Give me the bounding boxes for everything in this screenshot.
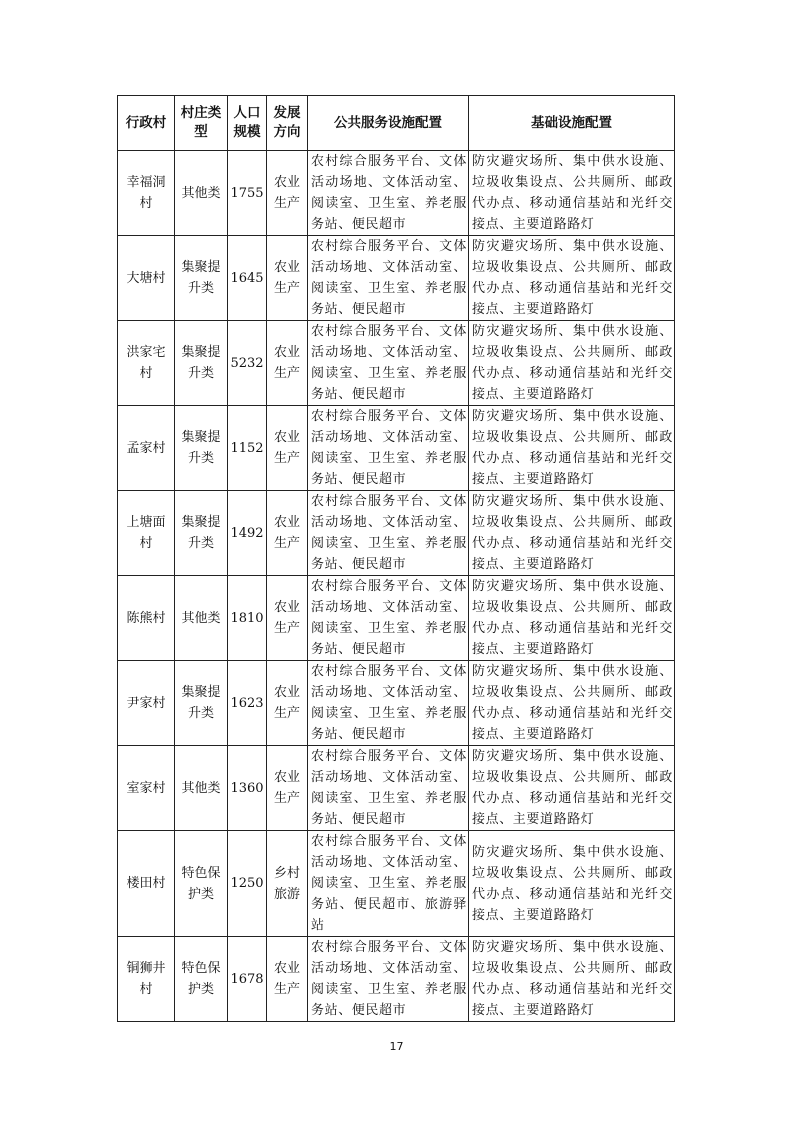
header-population: 人口规模	[228, 96, 267, 151]
cell-village: 大塘村	[118, 236, 175, 321]
cell-infrastructure: 防灾避灾场所、集中供水设施、垃圾收集设点、公共厕所、邮政代办点、移动通信基站和光纤交接点、主要道路路灯	[469, 576, 675, 661]
cell-infrastructure: 防灾避灾场所、集中供水设施、垃圾收集设点、公共厕所、邮政代办点、移动通信基站和光纤交接点、主要道路路灯	[469, 406, 675, 491]
page-number: 17	[389, 1040, 404, 1053]
cell-village: 孟家村	[118, 406, 175, 491]
cell-population: 1645	[228, 236, 267, 321]
cell-village: 楼田村	[118, 831, 175, 937]
header-public-services: 公共服务设施配置	[308, 96, 469, 151]
table-row	[118, 746, 675, 831]
cell-type: 其他类	[175, 746, 228, 831]
cell-public-services: 农村综合服务平台、文体活动场地、文体活动室、阅读室、卫生室、养老服务站、便民超市	[308, 661, 469, 746]
cell-population: 1250	[228, 831, 267, 937]
cell-direction: 农业生产	[267, 236, 308, 321]
table-row	[118, 661, 675, 746]
header-village-type: 村庄类型	[175, 96, 228, 151]
cell-infrastructure: 防灾避灾场所、集中供水设施、垃圾收集设点、公共厕所、邮政代办点、移动通信基站和光纤交接点、主要道路路灯	[469, 661, 675, 746]
cell-public-services: 农村综合服务平台、文体活动场地、文体活动室、阅读室、卫生室、养老服务站、便民超市	[308, 406, 469, 491]
cell-direction: 农业生产	[267, 491, 308, 576]
table-row	[118, 321, 675, 406]
cell-village: 洪家宅村	[118, 321, 175, 406]
cell-direction: 农业生产	[267, 151, 308, 236]
table-row	[118, 406, 675, 491]
cell-population: 1810	[228, 576, 267, 661]
cell-public-services: 农村综合服务平台、文体活动场地、文体活动室、阅读室、卫生室、养老服务站、便民超市	[308, 321, 469, 406]
table-row	[118, 937, 675, 1022]
cell-population: 1152	[228, 406, 267, 491]
cell-direction: 农业生产	[267, 576, 308, 661]
cell-type: 集聚提升类	[175, 661, 228, 746]
header-infrastructure: 基础设施配置	[469, 96, 675, 151]
cell-infrastructure: 防灾避灾场所、集中供水设施、垃圾收集设点、公共厕所、邮政代办点、移动通信基站和光纤交接点、主要道路路灯	[469, 831, 675, 937]
cell-public-services: 农村综合服务平台、文体活动场地、文体活动室、阅读室、卫生室、养老服务站、便民超市	[308, 937, 469, 1022]
cell-direction: 农业生产	[267, 661, 308, 746]
cell-infrastructure: 防灾避灾场所、集中供水设施、垃圾收集设点、公共厕所、邮政代办点、移动通信基站和光纤交接点、主要道路路灯	[469, 236, 675, 321]
table-row	[118, 491, 675, 576]
cell-village: 室家村	[118, 746, 175, 831]
cell-public-services: 农村综合服务平台、文体活动场地、文体活动室、阅读室、卫生室、养老服务站、便民超市	[308, 746, 469, 831]
cell-population: 5232	[228, 321, 267, 406]
cell-type: 特色保护类	[175, 937, 228, 1022]
cell-population: 1360	[228, 746, 267, 831]
cell-infrastructure: 防灾避灾场所、集中供水设施、垃圾收集设点、公共厕所、邮政代办点、移动通信基站和光纤交接点、主要道路路灯	[469, 937, 675, 1022]
cell-type: 特色保护类	[175, 831, 228, 937]
header-village: 行政村	[118, 96, 175, 151]
cell-village: 幸福洞村	[118, 151, 175, 236]
cell-infrastructure: 防灾避灾场所、集中供水设施、垃圾收集设点、公共厕所、邮政代办点、移动通信基站和光纤交接点、主要道路路灯	[469, 746, 675, 831]
cell-infrastructure: 防灾避灾场所、集中供水设施、垃圾收集设点、公共厕所、邮政代办点、移动通信基站和光纤交接点、主要道路路灯	[469, 151, 675, 236]
cell-type: 其他类	[175, 151, 228, 236]
cell-population: 1678	[228, 937, 267, 1022]
cell-village: 铜狮井村	[118, 937, 175, 1022]
cell-village: 上塘面村	[118, 491, 175, 576]
table-header-row	[118, 96, 675, 151]
cell-population: 1623	[228, 661, 267, 746]
cell-public-services: 农村综合服务平台、文体活动场地、文体活动室、阅读室、卫生室、养老服务站、便民超市	[308, 576, 469, 661]
cell-population: 1755	[228, 151, 267, 236]
table-row	[118, 151, 675, 236]
cell-type: 其他类	[175, 576, 228, 661]
cell-direction: 农业生产	[267, 321, 308, 406]
table-row	[118, 236, 675, 321]
cell-infrastructure: 防灾避灾场所、集中供水设施、垃圾收集设点、公共厕所、邮政代办点、移动通信基站和光纤交接点、主要道路路灯	[469, 321, 675, 406]
cell-village: 陈熊村	[118, 576, 175, 661]
cell-public-services: 农村综合服务平台、文体活动场地、文体活动室、阅读室、卫生室、养老服务站、便民超市	[308, 491, 469, 576]
cell-type: 集聚提升类	[175, 236, 228, 321]
table-row	[118, 831, 675, 937]
cell-type: 集聚提升类	[175, 491, 228, 576]
cell-public-services: 农村综合服务平台、文体活动场地、文体活动室、阅读室、卫生室、养老服务站、便民超市、旅游驿站	[308, 831, 469, 937]
header-direction: 发展方向	[267, 96, 308, 151]
cell-population: 1492	[228, 491, 267, 576]
cell-infrastructure: 防灾避灾场所、集中供水设施、垃圾收集设点、公共厕所、邮政代办点、移动通信基站和光纤交接点、主要道路路灯	[469, 491, 675, 576]
cell-direction: 乡村旅游	[267, 831, 308, 937]
cell-public-services: 农村综合服务平台、文体活动场地、文体活动室、阅读室、卫生室、养老服务站、便民超市	[308, 151, 469, 236]
cell-direction: 农业生产	[267, 937, 308, 1022]
cell-type: 集聚提升类	[175, 406, 228, 491]
cell-village: 尹家村	[118, 661, 175, 746]
table-row	[118, 576, 675, 661]
village-facilities-table	[117, 95, 675, 1022]
cell-type: 集聚提升类	[175, 321, 228, 406]
cell-direction: 农业生产	[267, 746, 308, 831]
cell-public-services: 农村综合服务平台、文体活动场地、文体活动室、阅读室、卫生室、养老服务站、便民超市	[308, 236, 469, 321]
cell-direction: 农业生产	[267, 406, 308, 491]
